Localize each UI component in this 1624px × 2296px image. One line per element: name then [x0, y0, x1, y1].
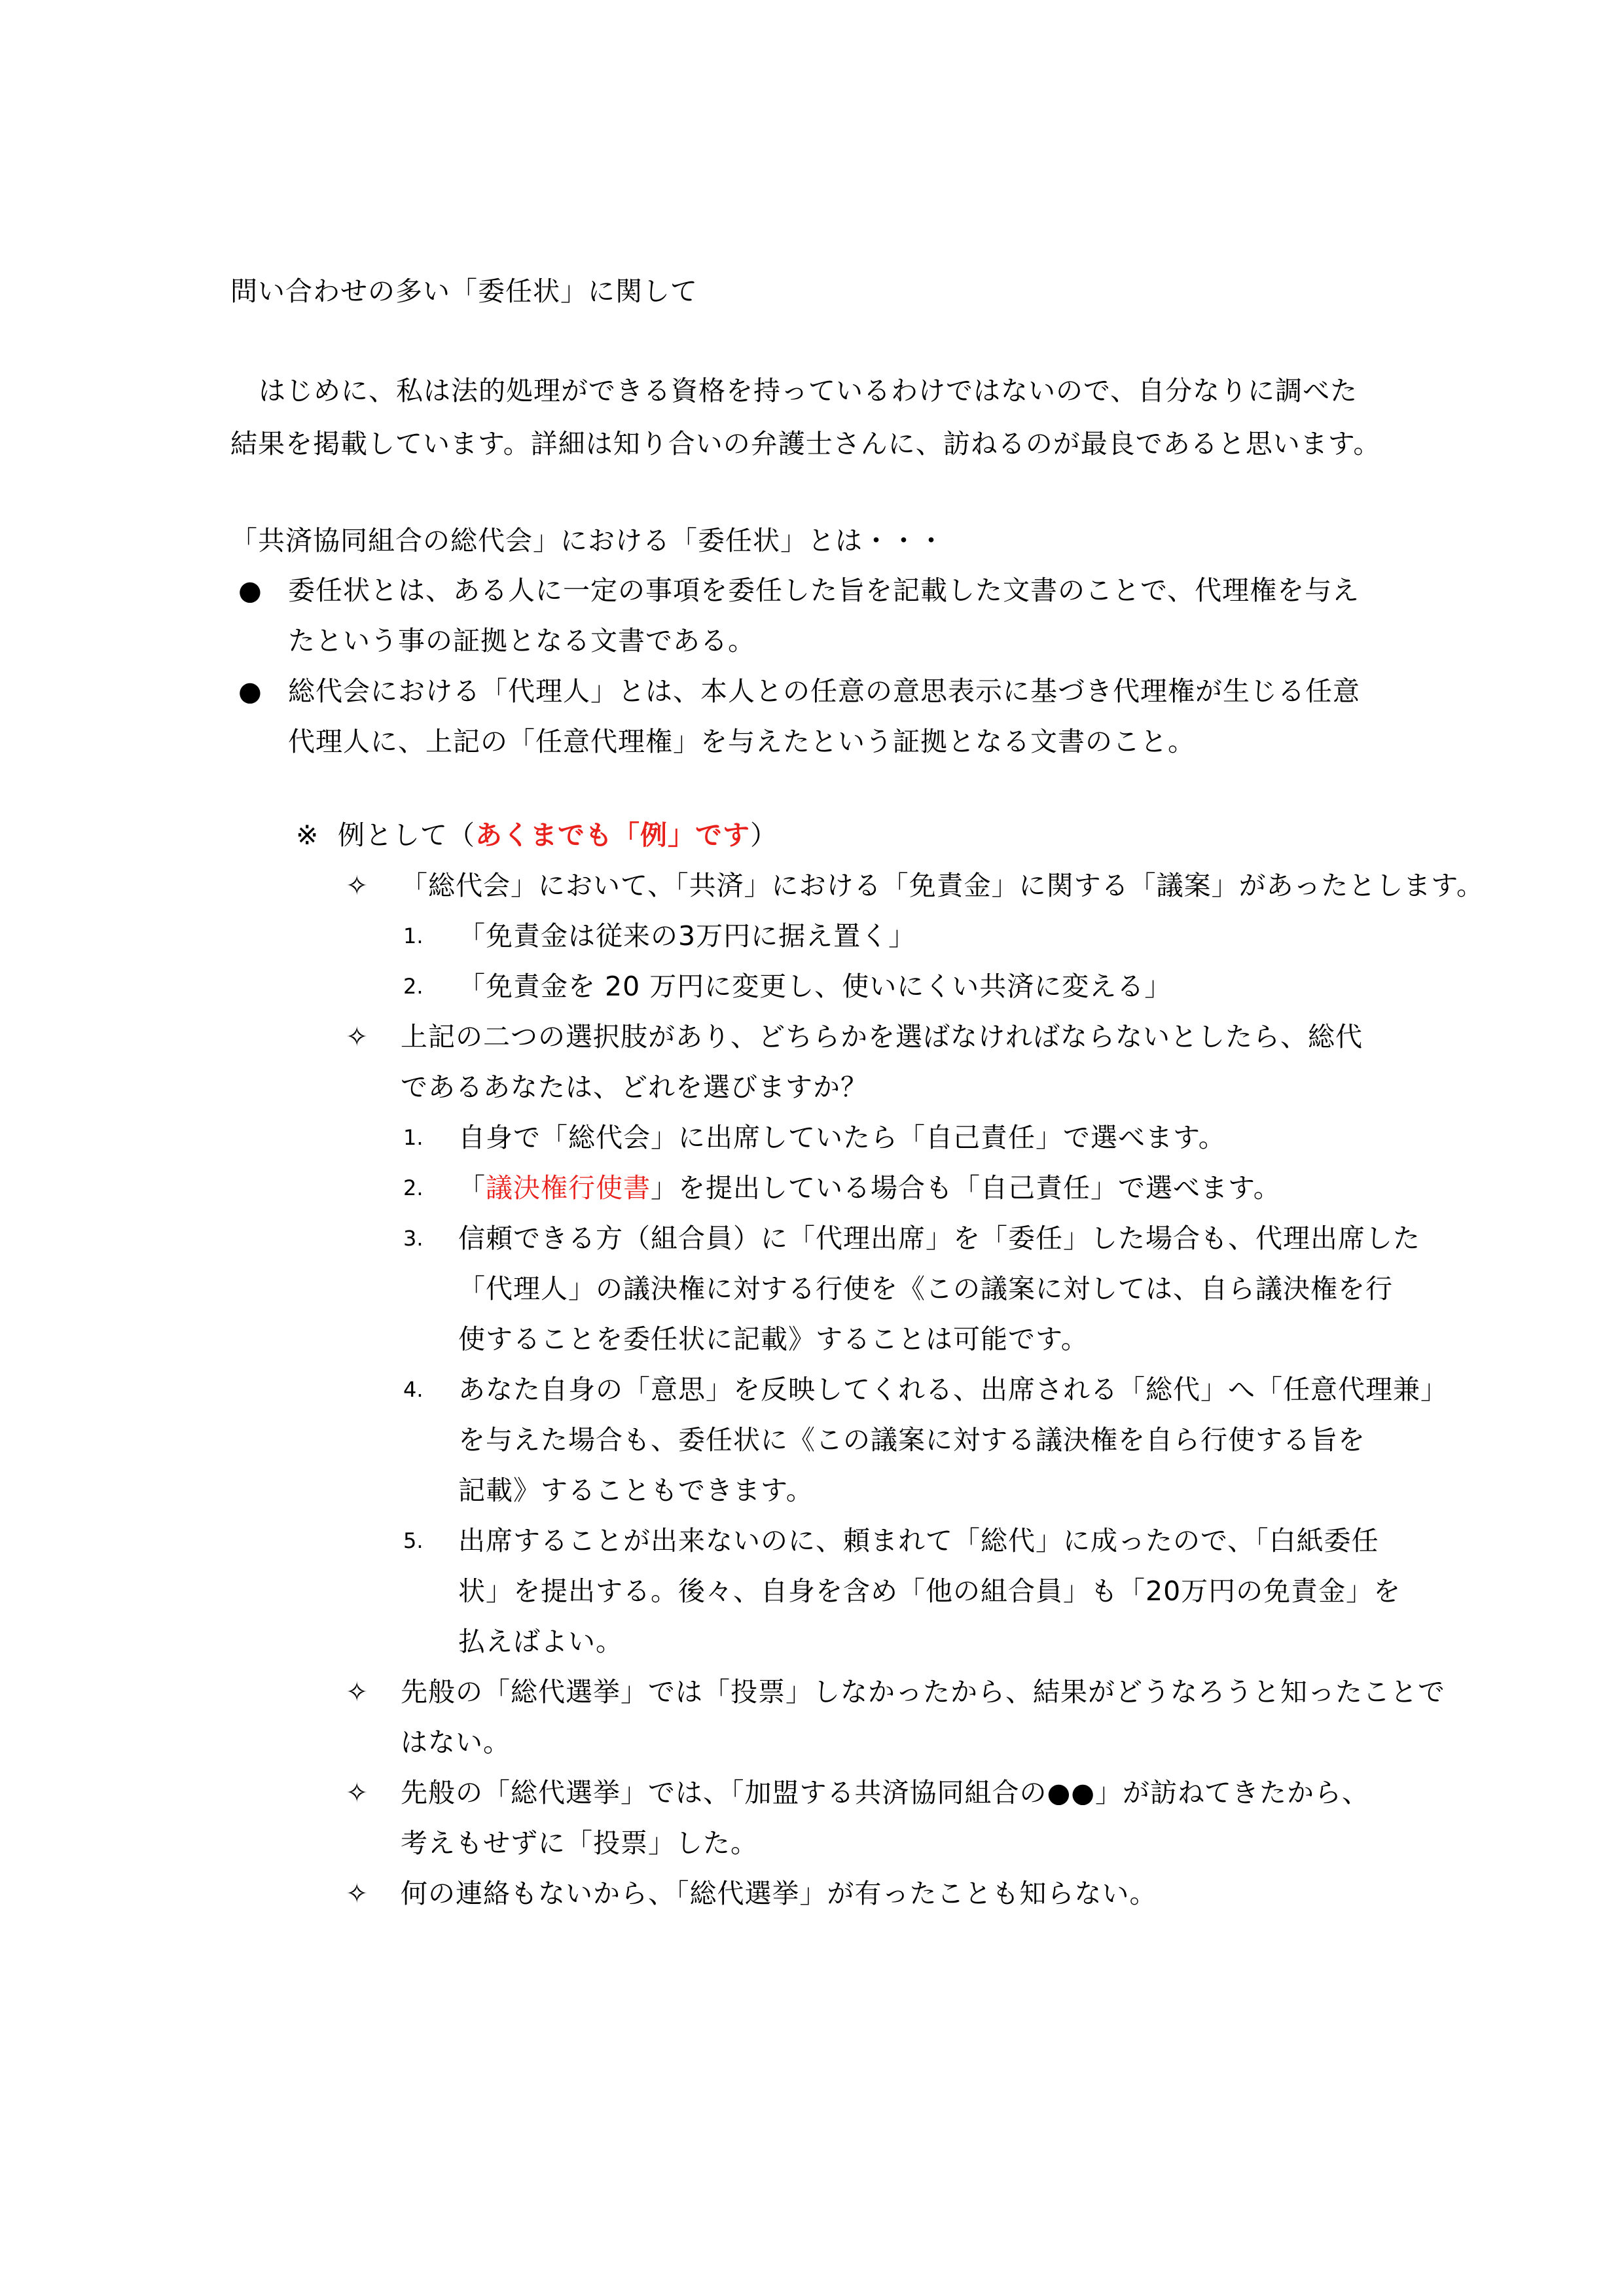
bullet-1-line-1: 委任状とは、ある人に一定の事項を委任した旨を記載した文書のことで、代理権を与え [288, 575, 1360, 606]
case-1-text: 「総代会」において、「共済」における「免責金」に関する「議案」があったとします。 [401, 870, 1484, 901]
answer-2-post: 」を提出している場合も「自己責任」で選べます。 [651, 1172, 1281, 1204]
example-heading [338, 818, 778, 852]
diamond-marker: ✧ [346, 1021, 369, 1052]
answer-4-line-2: を与えた場合も、委任状に《この議案に対する議決権を自ら行使する旨を [458, 1424, 1365, 1456]
answer-4-number: 4. [403, 1377, 424, 1402]
diamond-marker: ✧ [346, 870, 369, 901]
answer-1-number: 1. [403, 1125, 424, 1150]
answer-2-highlight: 議決権行使書 [486, 1172, 651, 1204]
diamond-marker: ✧ [346, 1878, 369, 1909]
intro-line-1: はじめに、私は法的処理ができる資格を持っているわけではないので、自分なりに調べた [259, 375, 1358, 406]
option-2-number: 2. [403, 974, 424, 999]
answer-5-line-3: 払えばよい。 [458, 1626, 623, 1657]
bullet-2-line-2: 代理人に、上記の「任意代理権」を与えたという証拠となる文書のこと。 [288, 726, 1195, 757]
bullet-marker: ● [238, 575, 262, 606]
example-suffix: ） [750, 819, 778, 851]
diamond-marker: ✧ [346, 1676, 369, 1708]
section-heading: 「共済協同組合の総代会」における「委任状」とは・・・ [230, 525, 945, 556]
answer-1-line-1: 自身で「総代会」に出席していたら「自己責任」で選べます。 [458, 1122, 1226, 1153]
bullet-marker: ● [238, 675, 262, 707]
option-1-text: 「免責金は従来の3万円に据え置く」 [458, 920, 916, 952]
case-4-line-1: 先般の「総代選挙」では、「加盟する共済協同組合の●●」が訪ねてきたから、 [401, 1777, 1370, 1808]
answer-5-line-1: 出席することが出来ないのに、頼まれて「総代」に成ったので、「白紙委任 [458, 1525, 1379, 1556]
bullet-2-line-1: 総代会における「代理人」とは、本人との任意の意思表示に基づき代理権が生じる任意 [288, 675, 1360, 707]
intro-line-2: 結果を掲載しています。詳細は知り合いの弁護士さんに、訪ねるのが最良であると思います。 [230, 428, 1381, 459]
option-1-number: 1. [403, 924, 424, 948]
case-3-line-2: はない。 [401, 1727, 511, 1758]
case-4-line-2: 考えもせずに「投票」した。 [401, 1827, 758, 1859]
case-2-line-2: であるあなたは、どれを選びますか？ [401, 1071, 868, 1103]
answer-2-line-1 [458, 1171, 1281, 1205]
answer-3-line-3: 使することを委任状に記載》することは可能です。 [458, 1323, 1089, 1355]
option-2-text: 「免責金を 20 万円に変更し、使いにくい共済に変える」 [458, 971, 1172, 1002]
answer-5-line-2: 状」を提出する。後々、自身を含め「他の組合員」も「20万円の免責金」を [458, 1575, 1401, 1607]
answer-4-line-1: あなた自身の「意思」を反映してくれる、出席される「総代」へ「任意代理兼」 [458, 1374, 1448, 1405]
answer-2-pre: 「 [458, 1172, 486, 1204]
answer-4-line-3: 記載》することもできます。 [458, 1475, 814, 1506]
answer-3-line-2: 「代理人」の議決権に対する行使を《この議案に対しては、自ら議決権を行 [458, 1273, 1393, 1304]
example-prefix: 例として（ [338, 819, 475, 851]
document-title: 問い合わせの多い「委任状」に関して [230, 276, 698, 307]
bullet-1-line-2: たという事の証拠となる文書である。 [288, 625, 755, 656]
reference-mark: ※ [296, 819, 319, 851]
answer-2-number: 2. [403, 1175, 424, 1200]
case-5-line-1: 何の連絡もないから、「総代選挙」が有ったことも知らない。 [401, 1878, 1157, 1909]
answer-5-number: 5. [403, 1528, 424, 1553]
example-highlight: あくまでも「例」です [475, 819, 750, 851]
answer-3-number: 3. [403, 1226, 424, 1251]
case-3-line-1: 先般の「総代選挙」では「投票」しなかったから、結果がどうなろうと知ったことで [401, 1676, 1445, 1708]
case-2-line-1: 上記の二つの選択肢があり、どちらかを選ばなければならないとしたら、総代 [401, 1021, 1363, 1052]
answer-3-line-1: 信頼できる方（組合員）に「代理出席」を「委任」した場合も、代理出席した [458, 1223, 1420, 1254]
diamond-marker: ✧ [346, 1777, 369, 1808]
